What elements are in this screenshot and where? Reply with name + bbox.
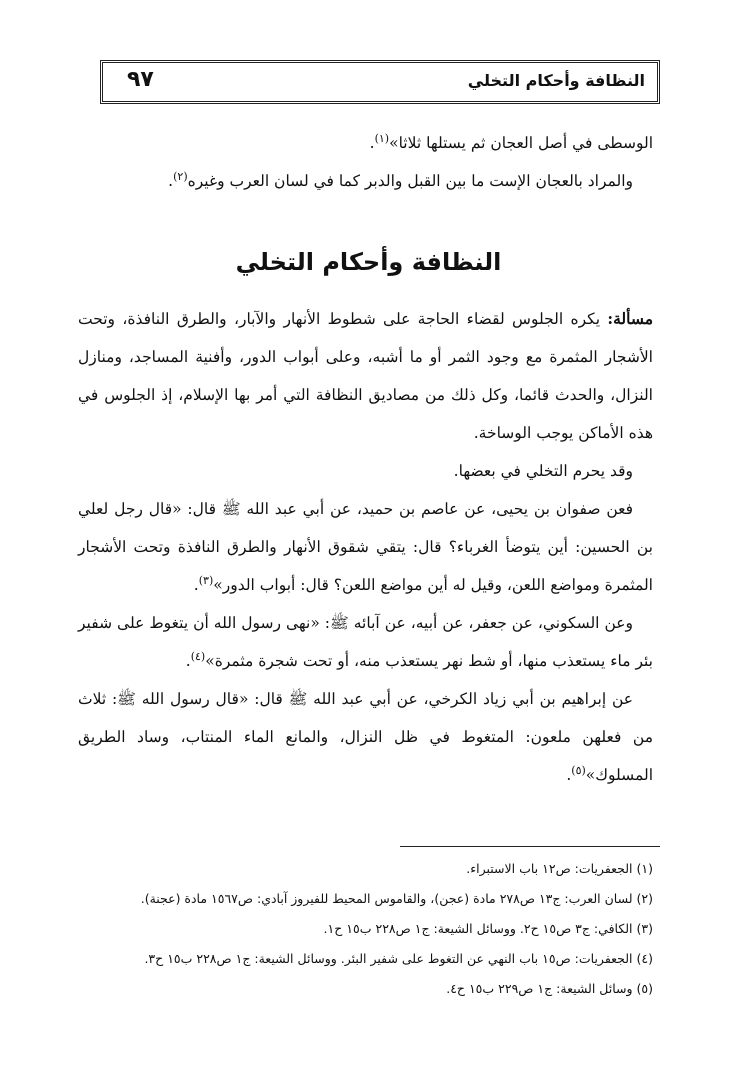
footnote-3: (٣) الكافي: ج٣ ص١٥ ح٢. ووسائل الشيعة: ج١ ص٢٢٨ ب١٥ ح١. [323, 921, 653, 936]
footnote-ref[interactable]: (٣) [198, 573, 214, 587]
footnote-5: (٥) وسائل الشيعة: ج١ ص٢٢٩ ب١٥ ح٤. [446, 981, 653, 996]
intro-line-2: والمراد بالعجان الإست ما بين القبل والدبر كما في لسان العرب وغيره$^{(٢)}$. [168, 169, 633, 190]
footnote-divider [400, 846, 660, 847]
haram-paragraph: وقد يحرم التخلي في بعضها. [453, 462, 633, 480]
intro-block [78, 124, 653, 200]
hadith-3: عن إبراهيم بن أبي زياد الكرخي، عن أبي عبد الله ﷺ قال: «قال رسول الله ﷺ: ثلاث من فعلهن ملعون: المتغوط في ظل النزال، والمانع الماء المنتاب، وساد الطريق المسلوك»$^{(٥)}$. [78, 690, 653, 784]
hadith-2: وعن السكوني، عن جعفر، عن أبيه، عن آبائه ﷺ: «نهى رسول الله أن يتغوط على شفير بئر ماء يستعذب منها، أو شط نهر يستعذب منه، أو تحت شجرة مثمرة»$^{(٤)}$. [78, 614, 653, 670]
footnote-4: (٤) الجعفريات: ص١٥ باب النهي عن التغوط على شفير البئر. ووسائل الشيعة: ج١ ص٢٢٨ ب١٥ ح٣. [144, 951, 653, 966]
running-header [100, 60, 660, 104]
intro-line-1: الوسطى في أصل العجان ثم يستلها ثلاثا»$^{(١)}$. [369, 131, 653, 152]
masala-lead: مسألة: [607, 309, 653, 328]
section-title: النظافة وأحكام التخلي [235, 248, 502, 276]
masala-paragraph: مسألة: يكره الجلوس لقضاء الحاجة على شطوط الأنهار والآبار، والطرق النافذة، وتحت الأشجار المثمرة مع وجود الثمر أو ما أشبه، وعلى أبواب الدور، وأفنية المساجد، ومنازل النزال، والحدث قائما، وكل ذلك من مصاديق النظافة التي أمر بها الإسلام، إذ الجلوس في هذه الأماكن يوجب الوساخة. [78, 309, 653, 442]
footnote-ref[interactable]: (٢) [173, 169, 188, 183]
footnote-2: (٢) لسان العرب: ج١٣ ص٢٧٨ مادة (عجن)، والقاموس المحيط للفيروز آبادي: ص١٥٦٧ مادة (عجنة). [140, 891, 653, 906]
page-number: ٩٧ [127, 67, 154, 92]
footnote-ref[interactable]: (٥) [571, 763, 586, 777]
footnotes [78, 854, 653, 1004]
footnote-ref[interactable]: (١) [374, 131, 390, 145]
footnote-ref[interactable]: (٤) [190, 649, 206, 663]
header-title: النظافة وأحكام التخلي [467, 71, 645, 90]
hadith-1: فعن صفوان بن يحيى، عن عاصم بن حميد، عن أبي عبد الله ﷺ قال: «قال رجل لعلي بن الحسين: أين يتوضأ الغرباء؟ قال: يتقي شقوق الأنهار والطرق النافذة وتحت الأشجار المثمرة ومواضع اللعن، وقيل له أين مواضع اللعن؟ قال: أبواب الدور»$^{(٣)}$. [78, 500, 653, 594]
main-text [78, 300, 653, 794]
footnote-1: (١) الجعفريات: ص١٢ باب الاستبراء. [466, 861, 653, 876]
